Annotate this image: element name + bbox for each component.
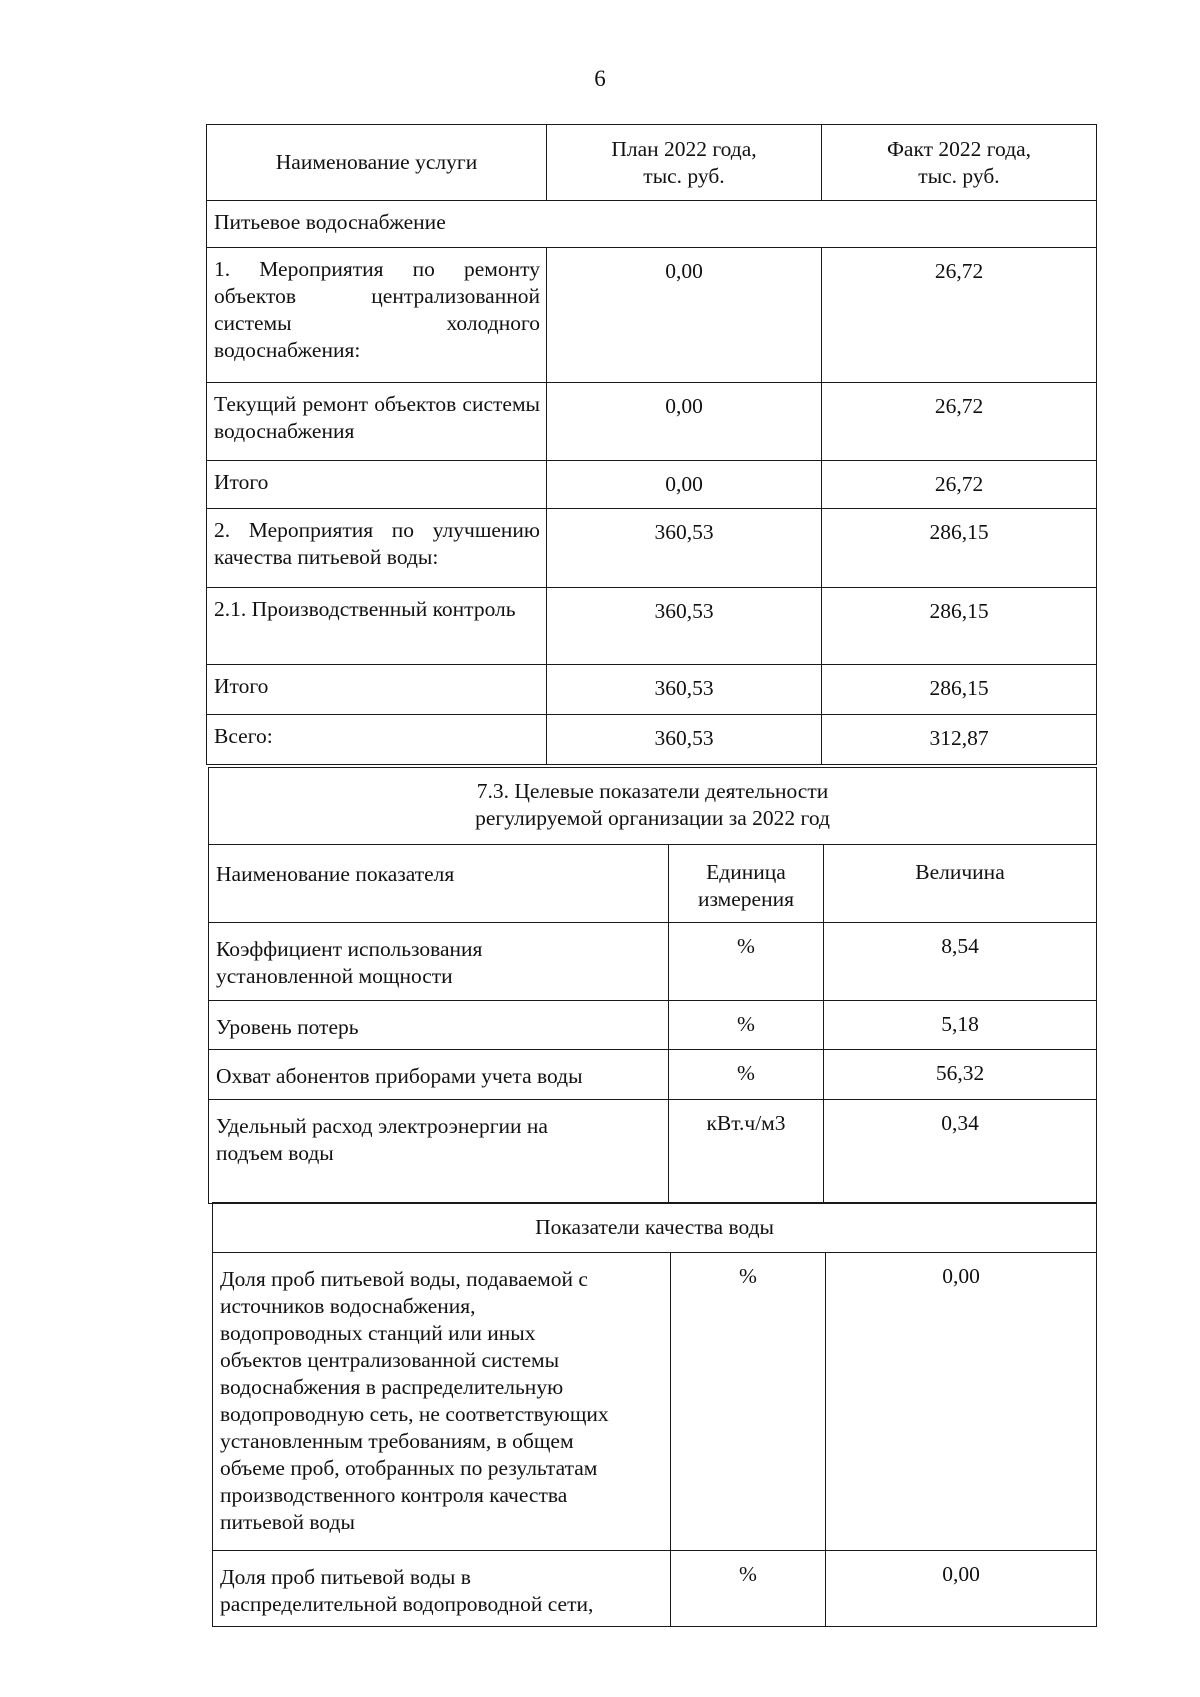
section-row	[207, 201, 1097, 248]
header-plan-2022: План 2022 года, тыс. руб.	[547, 125, 822, 201]
services-table	[206, 124, 1097, 765]
table-row	[209, 1001, 1097, 1050]
header-fact-2022: Факт 2022 года, тыс. руб.	[822, 125, 1097, 201]
table-row	[209, 1050, 1097, 1100]
row-name: Текущий ремонт объектов системы водоснабжения	[207, 383, 547, 461]
table-row	[207, 509, 1097, 588]
indicators-title: 7.3. Целевые показатели деятельности регулируемой организации за 2022 год	[209, 768, 1097, 845]
table-row	[207, 665, 1097, 715]
table-row	[207, 588, 1097, 665]
row-value: 56,32	[824, 1050, 1097, 1100]
row-fact-value: 26,72	[822, 248, 1097, 383]
row-name: 1. Мероприятия по ремонту объектов централизованной системы холодного водоснабжения:	[207, 248, 547, 383]
row-value: 0,00	[826, 1253, 1097, 1551]
table-row	[207, 715, 1097, 765]
row-unit: кВт.ч/м3	[669, 1100, 824, 1204]
row-name: Уровень потерь	[209, 1001, 669, 1050]
header-service-name: Наименование услуги	[207, 125, 547, 201]
row-fact-value: 26,72	[822, 461, 1097, 509]
row-name: Итого	[207, 461, 547, 509]
row-value: 5,18	[824, 1001, 1097, 1050]
row-plan-value: 360,53	[547, 665, 822, 715]
row-unit: %	[669, 1001, 824, 1050]
row-value: 0,00	[826, 1551, 1097, 1627]
indicators-title-row	[209, 768, 1097, 845]
row-unit: %	[669, 923, 824, 1001]
quality-title-row	[213, 1203, 1097, 1253]
row-plan-value: 360,53	[547, 509, 822, 588]
row-name: Удельный расход электроэнергии на подъем воды	[209, 1100, 669, 1204]
row-plan-value: 0,00	[547, 461, 822, 509]
row-unit: %	[669, 1050, 824, 1100]
table-row	[209, 1100, 1097, 1204]
row-fact-value: 286,15	[822, 665, 1097, 715]
row-fact-value: 312,87	[822, 715, 1097, 765]
page-number: 6	[594, 66, 606, 91]
quality-title: Показатели качества воды	[213, 1203, 1097, 1253]
row-name: Доля проб питьевой воды, подаваемой с источников водоснабжения, водопроводных станций или иных объектов централизованной системы водоснабжения в распределительную водопроводную сеть, не соответствующих установленным требованиям, в общем объеме проб, отобранных по результатам производственного контроля качества питьевой воды	[213, 1253, 671, 1551]
row-fact-value: 286,15	[822, 588, 1097, 665]
row-value: 8,54	[824, 923, 1097, 1001]
header-value: Величина	[824, 845, 1097, 923]
table-row	[209, 923, 1097, 1001]
row-plan-value: 360,53	[547, 588, 822, 665]
indicators-table	[208, 767, 1097, 1204]
row-unit: %	[671, 1253, 826, 1551]
services-header-row	[207, 125, 1097, 201]
row-name: Итого	[207, 665, 547, 715]
header-unit: Единица измерения	[669, 845, 824, 923]
header-indicator-name: Наименование показателя	[209, 845, 669, 923]
row-name: Коэффициент использования установленной мощности	[209, 923, 669, 1001]
row-fact-value: 26,72	[822, 383, 1097, 461]
row-fact-value: 286,15	[822, 509, 1097, 588]
table-row	[207, 461, 1097, 509]
quality-table	[212, 1202, 1097, 1627]
row-name: Всего:	[207, 715, 547, 765]
indicators-header-row	[209, 845, 1097, 923]
row-plan-value: 0,00	[547, 383, 822, 461]
section-title-drinking-water: Питьевое водоснабжение	[207, 201, 1097, 248]
table-row	[207, 383, 1097, 461]
table-row	[207, 248, 1097, 383]
row-unit: %	[671, 1551, 826, 1627]
table-row	[213, 1253, 1097, 1551]
row-plan-value: 360,53	[547, 715, 822, 765]
row-name: 2. Мероприятия по улучшению качества питьевой воды:	[207, 509, 547, 588]
row-name: Охват абонентов приборами учета воды	[209, 1050, 669, 1100]
row-name: Доля проб питьевой воды в распределительной водопроводной сети,	[213, 1551, 671, 1627]
row-value: 0,34	[824, 1100, 1097, 1204]
row-plan-value: 0,00	[547, 248, 822, 383]
table-row	[213, 1551, 1097, 1627]
row-name: 2.1. Производственный контроль	[207, 588, 547, 665]
